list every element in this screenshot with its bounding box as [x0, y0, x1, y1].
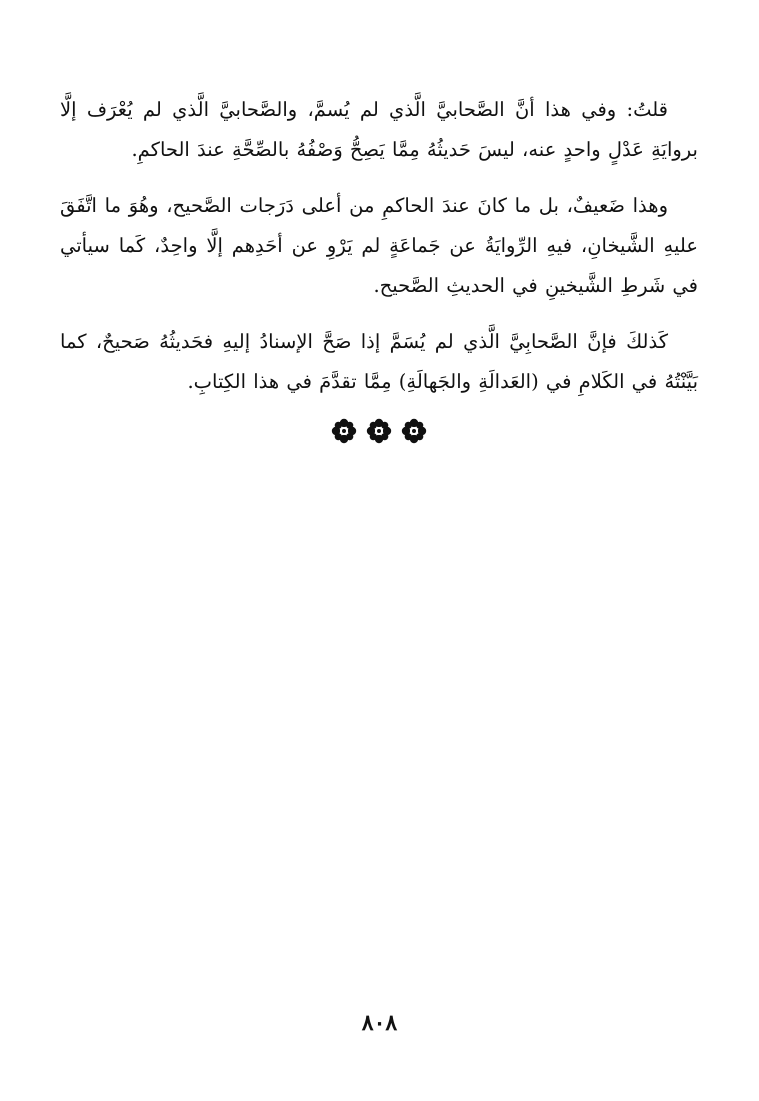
flower-ornament-icon	[366, 418, 392, 444]
paragraph-3: كَذلكَ فإنَّ الصَّحابِيَّ الَّذي لم يُسَمَّ إذا صَحَّ الإسنادُ إليهِ فحَديثُهُ صَحيحٌ، كما بَيَّنْتُهُ في الكَلامِ في (العَدالَةِ والجَهالَةِ) مِمَّا تقدَّمَ في هذا الكِتابِ.	[60, 330, 698, 393]
flower-ornament-icon	[401, 418, 427, 444]
page-number: ٨٠٨	[361, 1010, 398, 1036]
page-content	[60, 90, 698, 444]
flower-ornament-icon	[331, 418, 357, 444]
section-divider-ornaments	[60, 418, 698, 444]
paragraph-1: قلتُ: وفي هذا أنَّ الصَّحابيَّ الَّذي لم يُسمَّ، والصَّحابيَّ الَّذي لم يُعْرَف إلَّا بروايَةِ عَدْلٍ واحدٍ عنه، ليسَ حَديثُهُ مِمَّا يَصِحُّ وَصْفُهُ بالصِّحَّةِ عندَ الحاكمِ.	[60, 98, 698, 161]
paragraph-2: وهذا ضَعيفٌ، بل ما كانَ عندَ الحاكمِ من أعلى دَرَجات الصَّحيح، وهُوَ ما اتَّفَقَ عليهِ الشَّيخانِ، فيهِ الرِّوايَةُ عن جَماعَةٍ لم يَرْوِ عن أحَدِهم إلَّا واحِدٌ، كَما سيأتي في شَرطِ الشَّيخينِ في الحديثِ الصَّحيح.	[60, 194, 698, 297]
